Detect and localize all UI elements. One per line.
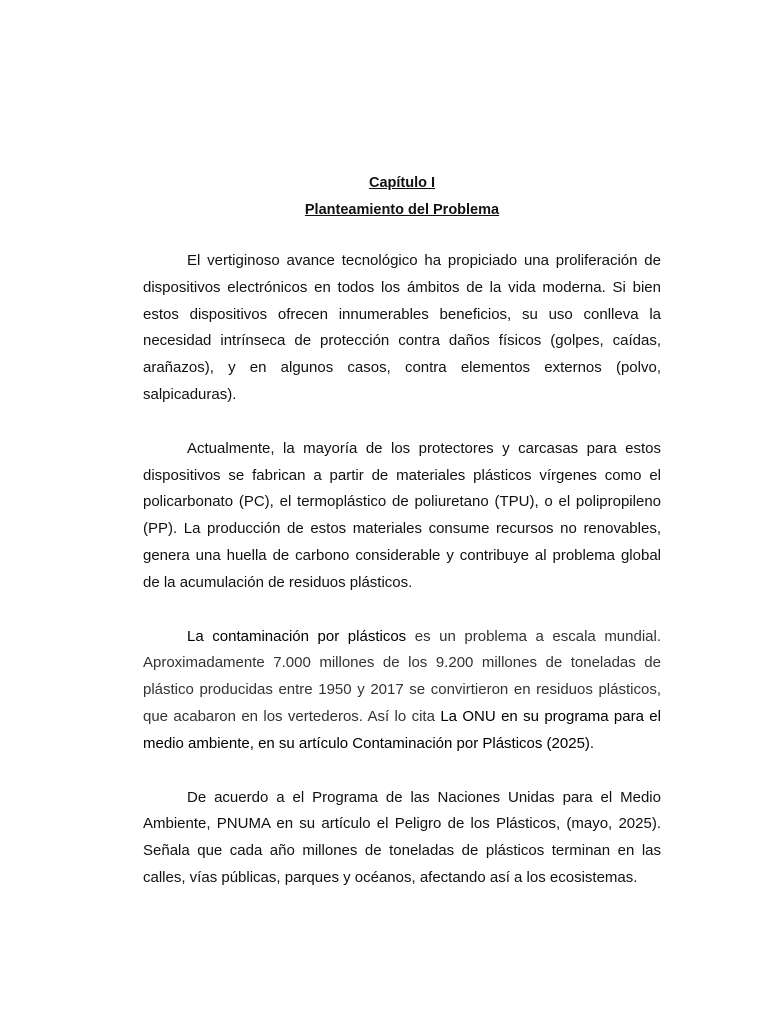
contamination-term: contaminación por plásticos — [212, 627, 407, 645]
paragraph-technology: El vertiginoso avance tecnológico ha propiciado una proliferación de dispositivos electrónicos en todos los ámbitos de la vida moderna. Si bien estos dispositivos ofrecen innumerables beneficios, su uso conlleva la necesidad intrínseca de protección contra daños físicos (golpes, caídas, arañazos), y en algunos casos, contra elementos externos (polvo, salpicaduras). — [143, 252, 661, 403]
onu-citation: La ONU en su programa para el medio ambiente, en su artículo Contaminación por Plásticos (2025). — [143, 707, 661, 752]
paragraph-pnuma: De acuerdo a el Programa de las Naciones Unidas para el Medio Ambiente, PNUMA en su artículo el Peligro de los Plásticos, (mayo, 2025). Señala que cada año millones de toneladas de plásticos terminan en las calles, vías públicas, parques y océanos, afectando así a los ecosistemas. — [143, 788, 661, 886]
paragraph-materials: Actualmente, la mayoría de los protectores y carcasas para estos dispositivos se fabrican a partir de materiales plásticos vírgenes como el policarbonato (PC), el termoplástico de poliuretano (TPU), o el polipropileno (PP). La producción de estos materiales consume recursos no renovables, genera una huella de carbono considerable y contribuye al problema global de la acumulación de residuos plásticos. — [143, 439, 661, 591]
section-title: Planteamiento del Problema — [304, 202, 500, 218]
paragraph-contamination-body: es un problema a escala mundial. Aproximadamente 7.000 millones de los 9.200 millones de toneladas de plástico producidas entre 1950 y 2017 se convirtieron en residuos plásticos, que acabaron en los vertederos. Así lo cita — [143, 627, 662, 725]
paragraph-contamination — [143, 624, 661, 758]
chapter-heading: Capítulo I — [368, 175, 436, 191]
paragraph-contamination-intro: La — [187, 627, 204, 645]
document-page — [143, 172, 661, 919]
